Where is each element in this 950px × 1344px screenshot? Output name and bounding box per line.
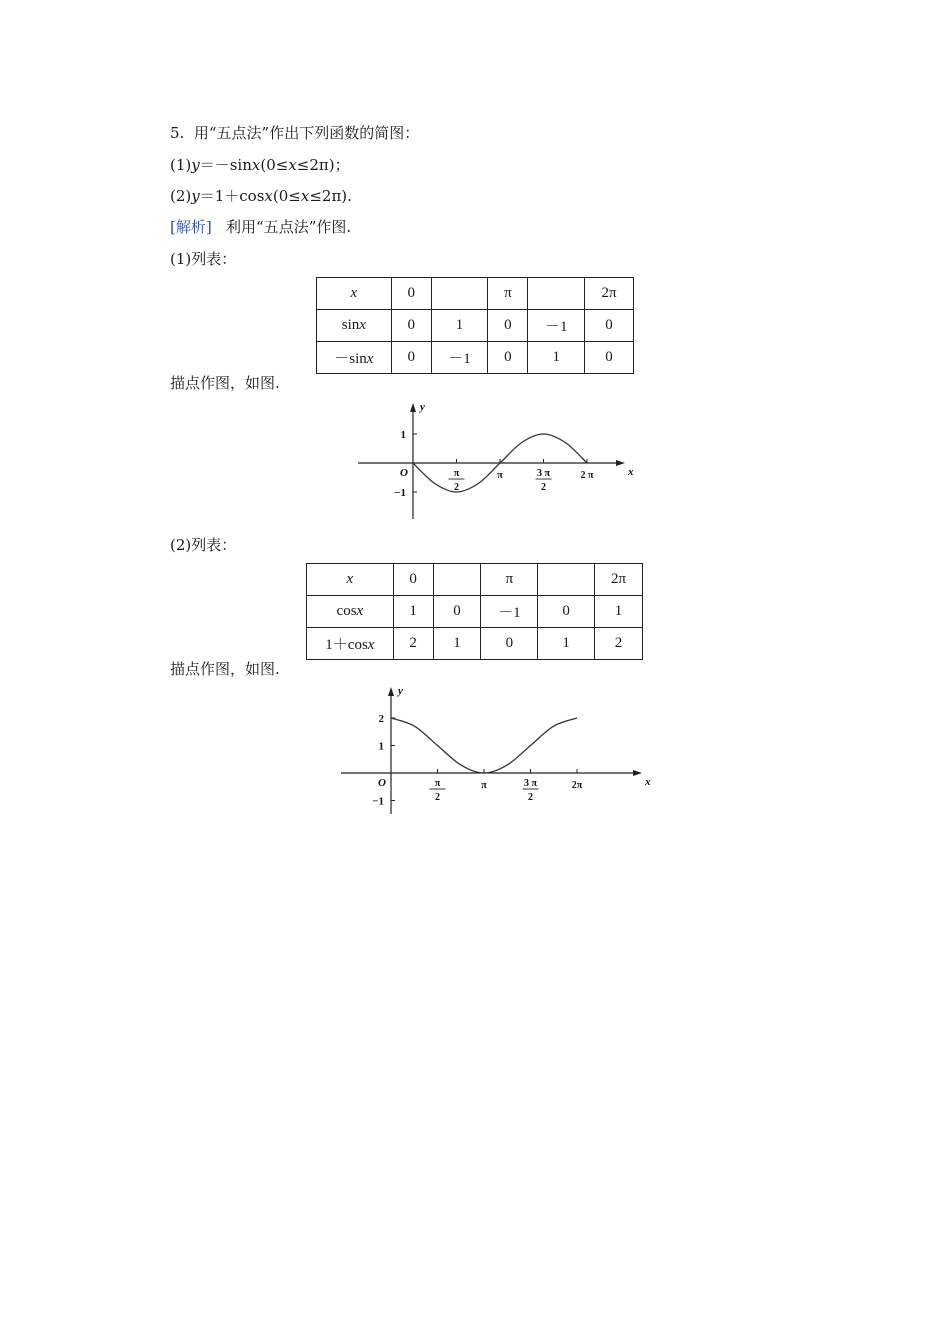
x-tick-label: 2π xyxy=(571,780,583,791)
part-1-label: (1) xyxy=(170,156,192,174)
table-row xyxy=(317,342,634,374)
graph-neg-sin xyxy=(350,398,650,528)
x-tick-denominator: 2 xyxy=(454,482,459,493)
row-label-func: cos xyxy=(336,603,357,619)
part-2-range-end: ≤2π). xyxy=(309,187,352,205)
table-cell xyxy=(433,564,481,596)
value-table-2 xyxy=(306,563,643,660)
table-cell: 2π xyxy=(585,278,634,310)
x-tick-numerator: 3 π xyxy=(537,468,550,479)
part-1-range: (0≤ xyxy=(260,156,289,174)
x-axis-arrow xyxy=(616,460,625,466)
table-row-label xyxy=(307,628,394,660)
part-2-label: (2) xyxy=(170,187,192,205)
table-cell: 2 xyxy=(393,628,433,660)
x-tick-label: 2 π xyxy=(580,470,594,481)
x-axis-label: x xyxy=(628,466,634,478)
table-cell: π xyxy=(481,564,538,596)
table-cell: 1 xyxy=(393,596,433,628)
table-cell: 1 xyxy=(433,628,481,660)
table-cell: 0 xyxy=(488,310,528,342)
y-tick-label: 1 xyxy=(400,429,406,441)
table-cell: 0 xyxy=(393,564,433,596)
row-label-var: x xyxy=(356,603,364,619)
table-row xyxy=(317,278,634,310)
function-curve xyxy=(391,718,577,773)
row-label-func: －sin xyxy=(334,351,367,367)
y-axis-arrow xyxy=(410,403,416,412)
x-tick-numerator: π xyxy=(453,468,460,479)
y-tick-label: −1 xyxy=(372,795,384,808)
x-tick-numerator: π xyxy=(434,778,441,789)
row-label-func: 1＋cos xyxy=(325,637,368,653)
solution-tag: [解析] xyxy=(170,218,212,236)
table-cell: 0 xyxy=(538,596,595,628)
row-label-func: sin xyxy=(341,317,360,333)
x-tick-label: π xyxy=(481,780,487,791)
table-row-label xyxy=(307,596,394,628)
table-cell xyxy=(431,278,488,310)
table-row xyxy=(307,628,643,660)
solution-intro xyxy=(170,217,351,237)
part-2-x: x xyxy=(300,187,310,205)
table-cell: π xyxy=(488,278,528,310)
problem-number: 5. xyxy=(170,124,185,142)
table-cell: 2 xyxy=(595,628,643,660)
problem-statement xyxy=(170,123,419,143)
y-tick-label: 2 xyxy=(378,713,384,725)
table-cell: －1 xyxy=(528,310,585,342)
x-tick-denominator: 2 xyxy=(528,792,533,803)
part-1-expr: ＝－sin xyxy=(199,156,252,174)
row-label-var: x xyxy=(367,637,375,653)
y-axis-arrow xyxy=(388,687,394,696)
part-2 xyxy=(170,186,352,206)
table-cell xyxy=(528,278,585,310)
table-cell: 2π xyxy=(595,564,643,596)
part-1-range-end: ≤2π)； xyxy=(296,156,350,174)
row-label-var: x xyxy=(366,351,374,367)
part-1-y: y xyxy=(191,156,200,174)
table-row-label xyxy=(317,342,392,374)
table-cell: 0 xyxy=(391,278,431,310)
table-cell: －1 xyxy=(481,596,538,628)
x-axis-label: x xyxy=(645,776,651,788)
x-tick-denominator: 2 xyxy=(435,792,440,803)
table-cell: 1 xyxy=(431,310,488,342)
y-tick-label: −1 xyxy=(394,487,406,499)
table-header-label: x xyxy=(317,278,392,310)
part-2-range: (0≤ xyxy=(272,187,301,205)
y-tick-label: 1 xyxy=(378,740,384,753)
table-cell: 0 xyxy=(391,310,431,342)
table-cell xyxy=(538,564,595,596)
plot-note-1: 描点作图，如图. xyxy=(170,374,280,392)
table-row xyxy=(307,596,643,628)
value-table-1 xyxy=(316,277,634,374)
step-2-label: (2)列表： xyxy=(170,536,237,554)
table-row-label xyxy=(317,310,392,342)
graph-one-plus-cos xyxy=(335,682,655,822)
part-2-y: y xyxy=(191,187,200,205)
part-2-expr: ＝1＋cos xyxy=(199,187,265,205)
table-cell: 1 xyxy=(528,342,585,374)
step-1-label: (1)列表： xyxy=(170,250,237,268)
table-row xyxy=(317,310,634,342)
part-1 xyxy=(170,155,350,175)
x-tick-label: π xyxy=(497,470,503,481)
part-1-x: x xyxy=(288,156,297,174)
table-cell: 0 xyxy=(585,310,634,342)
table-cell: 0 xyxy=(433,596,481,628)
table-cell: 0 xyxy=(585,342,634,374)
part-2-x: x xyxy=(264,187,273,205)
table-header-label: x xyxy=(307,564,394,596)
x-tick-numerator: 3 π xyxy=(524,778,537,789)
x-tick-denominator: 2 xyxy=(541,482,546,493)
plot-note-2: 描点作图，如图. xyxy=(170,660,280,678)
table-cell: 0 xyxy=(481,628,538,660)
table-cell: 0 xyxy=(391,342,431,374)
origin-label: O xyxy=(400,467,408,479)
part-1-x: x xyxy=(251,156,261,174)
table-cell: 1 xyxy=(595,596,643,628)
solution-text: 利用“五点法”作图. xyxy=(226,218,352,236)
table-cell: －1 xyxy=(431,342,488,374)
row-label-var: x xyxy=(359,317,366,333)
y-axis-label: y xyxy=(420,401,425,413)
origin-label: O xyxy=(378,777,386,789)
x-axis-arrow xyxy=(633,770,642,776)
table-cell: 0 xyxy=(488,342,528,374)
table-row xyxy=(307,564,643,596)
table-cell: 1 xyxy=(538,628,595,660)
y-axis-label: y xyxy=(398,685,403,697)
problem-text: 用“五点法”作出下列函数的简图： xyxy=(193,124,420,142)
